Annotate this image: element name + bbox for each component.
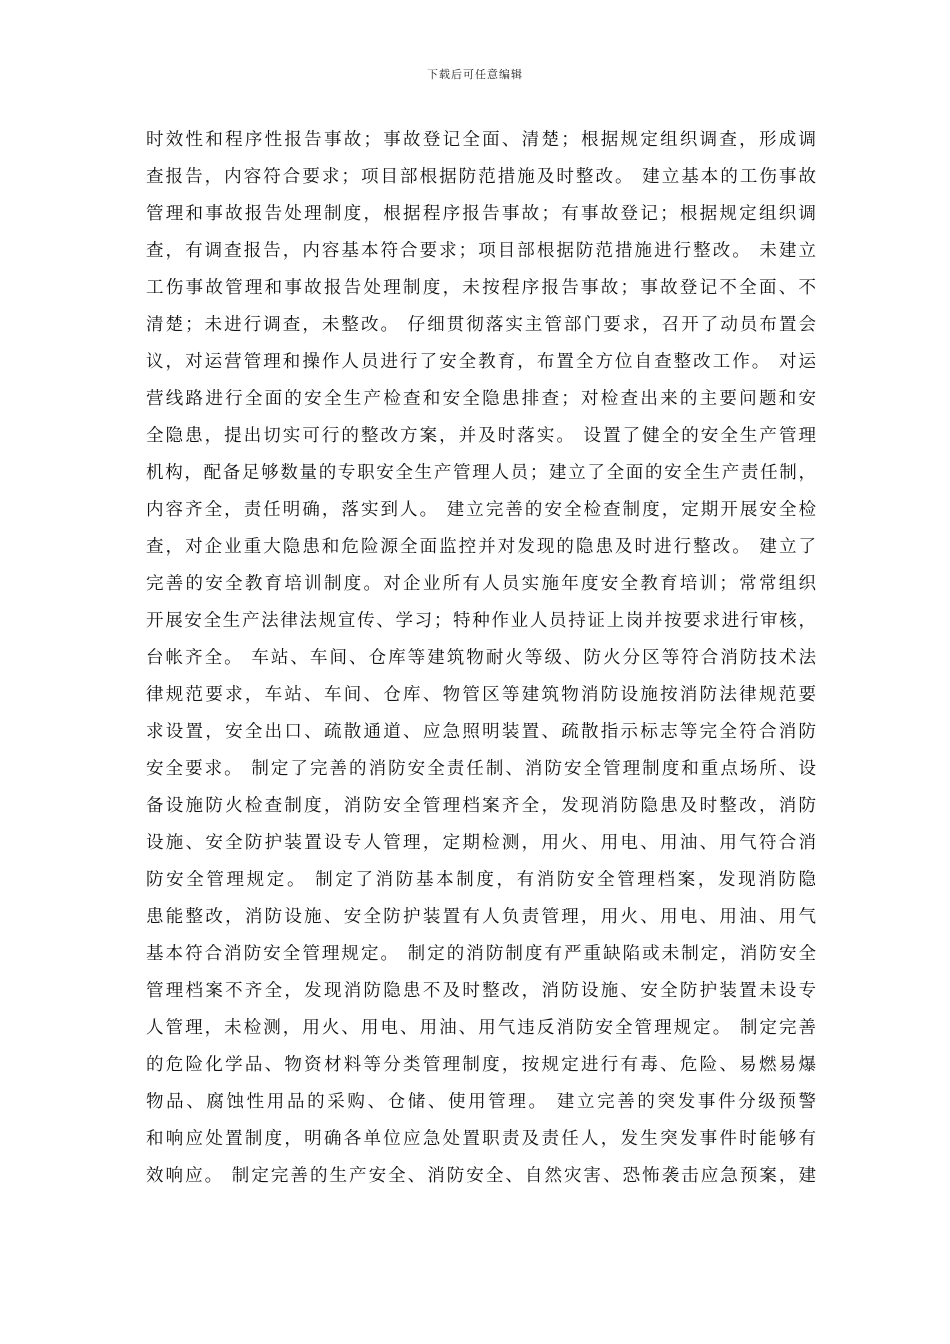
text-line-27: 物品、腐蚀性用品的采购、仓储、使用管理。 建立完善的突发事件分级预警 bbox=[146, 1092, 816, 1112]
text-line-3: 管理和事故报告处理制度，根据程序报告事故；有事故登记；根据规定组织调 bbox=[146, 204, 816, 224]
text-line-16: 律规范要求，车站、车间、仓库、物管区等建筑物消防设施按消防法律规范要 bbox=[146, 685, 816, 705]
text-line-13: 完善的安全教育培训制度。对企业所有人员实施年度安全教育培训；常常组织 bbox=[146, 574, 816, 594]
page-header: 下载后可任意编辑 bbox=[427, 68, 523, 81]
text-line-24: 管理档案不齐全，发现消防隐患不及时整改，消防设施、安全防护装置未设专 bbox=[146, 981, 816, 1001]
text-line-15: 台帐齐全。 车站、车间、仓库等建筑物耐火等级、防火分区等符合消防技术法 bbox=[146, 648, 816, 668]
text-line-26: 的危险化学品、物资材料等分类管理制度，按规定进行有毒、危险、易燃易爆 bbox=[146, 1055, 816, 1075]
text-line-20: 设施、安全防护装置设专人管理，定期检测，用火、用电、用油、用气符合消 bbox=[146, 833, 816, 853]
text-line-25: 人管理，未检测，用火、用电、用油、用气违反消防安全管理规定。 制定完善 bbox=[146, 1018, 816, 1038]
text-line-1: 时效性和程序性报告事故；事故登记全面、清楚；根据规定组织调查，形成调 bbox=[146, 130, 816, 150]
text-line-9: 全隐患，提出切实可行的整改方案，并及时落实。 设置了健全的安全生产管理 bbox=[146, 426, 816, 446]
text-line-21: 防安全管理规定。 制定了消防基本制度，有消防安全管理档案，发现消防隐 bbox=[146, 870, 816, 890]
text-line-18: 安全要求。 制定了完善的消防安全责任制、消防安全管理制度和重点场所、设 bbox=[146, 759, 816, 779]
text-line-28: 和响应处置制度，明确各单位应急处置职责及责任人，发生突发事件时能够有 bbox=[146, 1129, 816, 1149]
text-line-29: 效响应。 制定完善的生产安全、消防安全、自然灾害、恐怖袭击应急预案，建 bbox=[146, 1166, 816, 1186]
text-line-19: 备设施防火检查制度，消防安全管理档案齐全，发现消防隐患及时整改，消防 bbox=[146, 796, 816, 816]
text-line-4: 查，有调查报告，内容基本符合要求；项目部根据防范措施进行整改。 未建立 bbox=[146, 241, 816, 261]
text-line-8: 营线路进行全面的安全生产检查和安全隐患排查；对检查出来的主要问题和安 bbox=[146, 389, 816, 409]
text-line-22: 患能整改，消防设施、安全防护装置有人负责管理，用火、用电、用油、用气 bbox=[146, 907, 816, 927]
text-line-7: 议，对运营管理和操作人员进行了安全教育，布置全方位自查整改工作。 对运 bbox=[146, 352, 816, 372]
text-line-17: 求设置，安全出口、疏散通道、应急照明装置、疏散指示标志等完全符合消防 bbox=[146, 722, 816, 742]
text-line-12: 查，对企业重大隐患和危险源全面监控并对发现的隐患及时进行整改。 建立了 bbox=[146, 537, 816, 557]
text-line-10: 机构，配备足够数量的专职安全生产管理人员；建立了全面的安全生产责任制， bbox=[146, 463, 816, 483]
text-line-5: 工伤事故管理和事故报告处理制度，未按程序报告事故；事故登记不全面、不 bbox=[146, 278, 816, 298]
text-line-11: 内容齐全，责任明确，落实到人。 建立完善的安全检查制度，定期开展安全检 bbox=[146, 500, 816, 520]
text-line-14: 开展安全生产法律法规宣传、学习；特种作业人员持证上岗并按要求进行审核， bbox=[146, 611, 816, 631]
text-line-2: 查报告，内容符合要求；项目部根据防范措施及时整改。 建立基本的工伤事故 bbox=[146, 167, 816, 187]
text-line-23: 基本符合消防安全管理规定。 制定的消防制度有严重缺陷或未制定，消防安全 bbox=[146, 944, 816, 964]
text-line-6: 清楚；未进行调查，未整改。 仔细贯彻落实主管部门要求，召开了动员布置会 bbox=[146, 315, 816, 335]
body-text bbox=[146, 122, 816, 1195]
